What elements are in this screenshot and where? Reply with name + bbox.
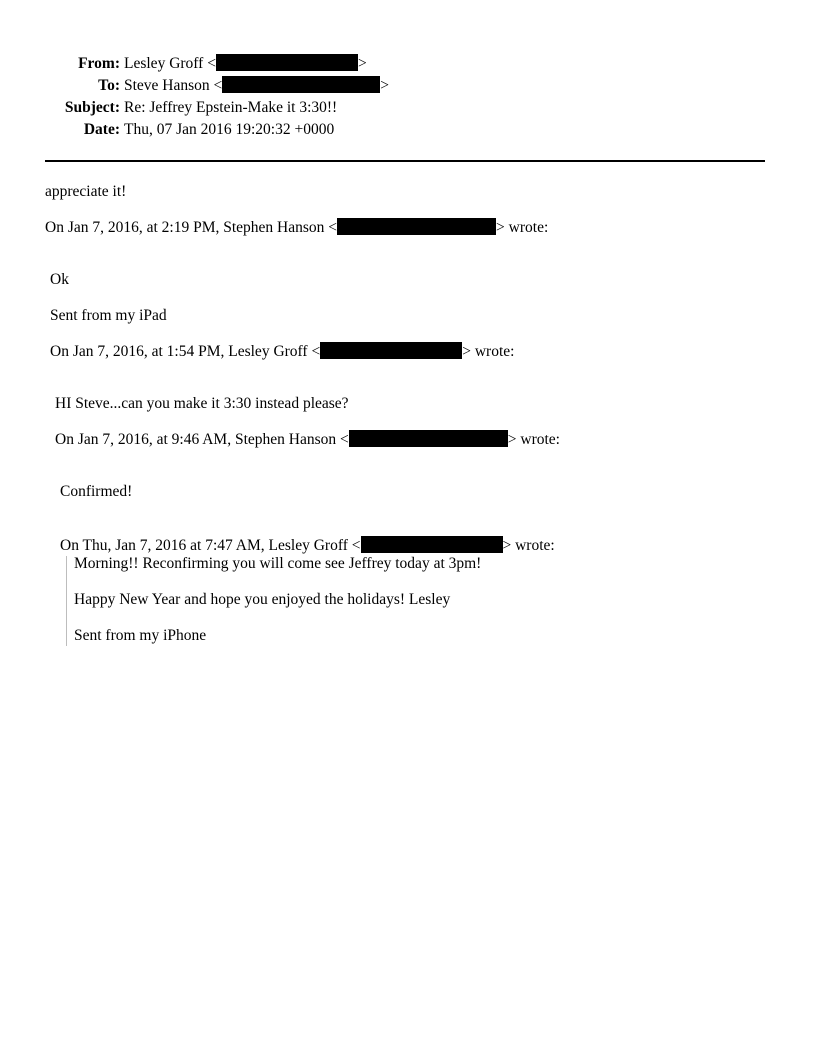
redaction-box [222,76,380,93]
subject-value: Re: Jeffrey Epstein-Make it 3:30!! [124,99,338,116]
reply-text: appreciate it! [45,183,127,200]
to-label: To: [98,77,120,94]
quote-bar [66,556,67,646]
from-label: From: [78,55,120,72]
to-value: Steve Hanson < [124,77,223,94]
date-row [40,119,740,141]
attribution-end: > wrote: [502,537,555,554]
redaction-box [216,54,358,71]
signature-text: Sent from my iPhone [74,627,207,644]
redaction-box [361,536,503,553]
from-value-end: > [357,55,367,72]
header-divider [45,160,765,162]
quote-attribution [50,342,514,362]
subject-label: Subject: [64,99,120,116]
redaction-box [337,218,496,235]
attribution-end: > wrote: [462,343,515,360]
reply-text: Confirmed! [60,483,133,500]
date-label: Date: [83,121,120,138]
from-value: Lesley Groff < [124,55,216,72]
to-value-end: > [380,77,390,94]
attribution-end: > wrote: [496,219,549,236]
date-value: Thu, 07 Jan 2016 19:20:32 +0000 [124,121,335,138]
reply-text: HI Steve...can you make it 3:30 instead please? [55,395,349,412]
signature-text: Sent from my iPad [50,307,167,324]
email-header [40,53,740,141]
to-row [40,75,740,97]
reply-text: Ok [50,271,69,288]
quote-attribution [55,430,560,450]
attribution-text: On Jan 7, 2016, at 9:46 AM, Stephen Hanson < [55,431,349,448]
attribution-text: On Thu, Jan 7, 2016 at 7:47 AM, Lesley Groff < [60,537,361,554]
from-row [40,53,740,75]
attribution-text: On Jan 7, 2016, at 1:54 PM, Lesley Groff < [50,343,321,360]
quote-attribution [45,218,548,238]
attribution-text: On Jan 7, 2016, at 2:19 PM, Stephen Hanson < [45,219,338,236]
redaction-box [320,342,462,359]
original-message-line: Happy New Year and hope you enjoyed the holidays! Lesley [74,591,451,608]
quote-attribution [60,536,555,556]
original-message-line: Morning!! Reconfirming you will come see Jeffrey today at 3pm! [74,555,482,572]
redaction-box [349,430,508,447]
attribution-end: > wrote: [507,431,560,448]
subject-row [40,97,740,119]
